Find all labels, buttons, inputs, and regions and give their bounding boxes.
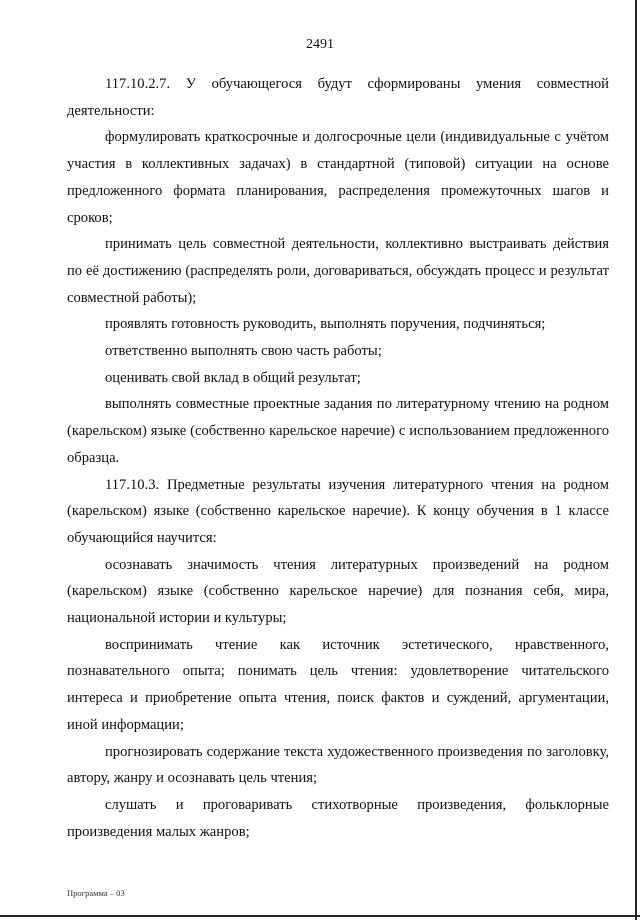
scan-border-bottom [0, 915, 640, 917]
paragraph-perceive-reading: воспринимать чтение как источник эстетического, нравственного, познавательного опыта; понимать цель чтения: удовлетворение читательского интереса и приобретение опыта чтения, поиск фактов и суждений, аргументации, иной информации; [67, 636, 609, 733]
paragraph-accept-goal: принимать цель совместной деятельности, коллективно выстраивать действия по её достижению (распределять роли, договариваться, обсуждать процесс и результат совместной работы); [67, 236, 609, 306]
paragraph-predict-content: прогнозировать содержание текста художественного произведения по заголовку, автору, жанру и осознавать цель чтения; [67, 743, 609, 787]
paragraph-reading-significance: осознавать значимость чтения литературных произведений на родном (карельском) языке (собственно карельское наречие) для познания себя, мира, национальной истории и культуры; [67, 556, 609, 627]
paragraph-readiness-to-lead: проявлять готовность руководить, выполнять поручения, подчиняться; [105, 316, 546, 333]
scan-border-right [635, 0, 637, 920]
body-text [67, 71, 609, 845]
footer-program-label: Программа – 03 [67, 888, 125, 898]
paragraph-evaluate-contribution: оценивать свой вклад в общий результат; [105, 369, 361, 386]
page-number: 2491 [306, 37, 334, 52]
paragraph-joint-projects: выполнять совместные проектные задания по литературному чтению на родном (карельском) языке (собственно карельское наречие) с использованием предложенного образца. [67, 396, 609, 466]
paragraph-section-117-10-3: 117.10.3. Предметные результаты изучения литературного чтения на родном (карельском) языке (собственно карельское наречие). К концу обучения в 1 классе обучающийся научится: [67, 476, 609, 546]
paragraph-formulate-goals: формулировать краткосрочные и долгосрочные цели (индивидуальные с учётом участия в коллективных задачах) в стандартной (типовой) ситуации на основе предложенного формата планирования, распределения промежуточных шагов и сроков; [67, 129, 609, 226]
paragraph-listen-and-speak: слушать и проговаривать стихотворные произведения, фольклорные произведения малых жанров; [67, 796, 609, 840]
paragraph-responsible-work: ответственно выполнять свою часть работы; [105, 343, 382, 360]
paragraph-section-117-10-2-7: 117.10.2.7. У обучающегося будут сформированы умения совместной деятельности: [67, 76, 609, 119]
